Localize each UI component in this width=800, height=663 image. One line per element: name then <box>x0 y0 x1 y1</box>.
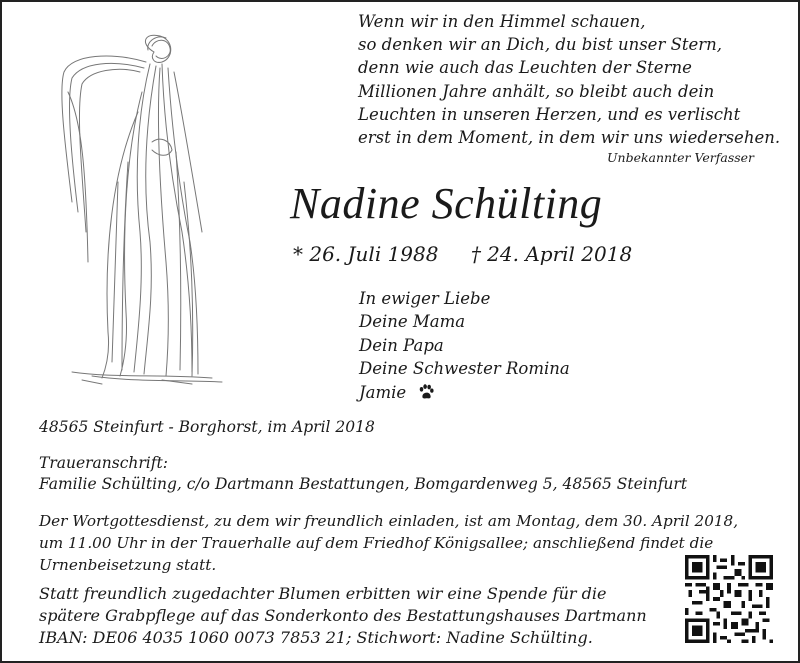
mourning-address-label: Traueranschrift: <box>39 454 168 472</box>
donation-line: IBAN: DE06 4035 1060 0073 7853 21; Stichwort: Nadine Schülting. <box>39 627 593 647</box>
mourner-line: Deine Schwester Romina <box>359 359 570 379</box>
service-line: um 11.00 Uhr in der Trauerhalle auf dem Friedhof Königsallee; anschließend findet die <box>39 534 714 553</box>
place-and-date: 48565 Steinfurt - Borghorst, im April 2018 <box>39 418 375 436</box>
poem-line: so denken wir an Dich, du bist unser Stern, <box>358 35 723 55</box>
poem <box>358 10 780 149</box>
poem-line: erst in dem Moment, in dem wir uns wiedersehen. <box>358 128 781 148</box>
deceased-name: Nadine Schülting <box>290 179 603 228</box>
life-dates <box>293 242 632 266</box>
donation-line: spätere Grabpflege auf das Sonderkonto des Bestattungshauses Dartmann <box>39 605 647 625</box>
death-date: † 24. April 2018 <box>470 242 633 266</box>
mourner-name: Jamie <box>359 382 407 402</box>
mourner-line: Dein Papa <box>359 335 444 355</box>
donation-line: Statt freundlich zugedachter Blumen erbitten wir eine Spende für die <box>39 584 607 603</box>
poem-line: Leuchten in unseren Herzen, und es verlischt <box>358 104 741 124</box>
qr-code[interactable] <box>685 555 773 643</box>
mourner-line: In ewiger Liebe <box>359 289 491 308</box>
mourners-list <box>359 287 570 404</box>
mourning-address: Familie Schülting, c/o Dartmann Bestattungen, Bomgardenweg 5, 48565 Steinfurt <box>39 475 688 493</box>
service-info <box>39 510 738 577</box>
birth-date: * 26. Juli 1988 <box>293 242 439 266</box>
mourner-line: Deine Mama <box>359 312 466 332</box>
mourner-line <box>359 381 570 404</box>
donation-info <box>39 583 647 648</box>
angel-sketch-illustration <box>42 32 242 392</box>
poem-line: Wenn wir in den Himmel schauen, <box>358 12 646 31</box>
paw-icon <box>417 383 435 401</box>
poem-line: Millionen Jahre anhält, so bleibt auch dein <box>358 81 715 101</box>
poem-line: denn wie auch das Leuchten der Sterne <box>358 58 692 78</box>
service-line: Urnenbeisetzung statt. <box>39 556 217 575</box>
service-line: Der Wortgottesdienst, zu dem wir freundlich einladen, ist am Montag, dem 30. April 2018, <box>39 512 739 530</box>
poem-author: Unbekannter Verfasser <box>607 150 755 165</box>
